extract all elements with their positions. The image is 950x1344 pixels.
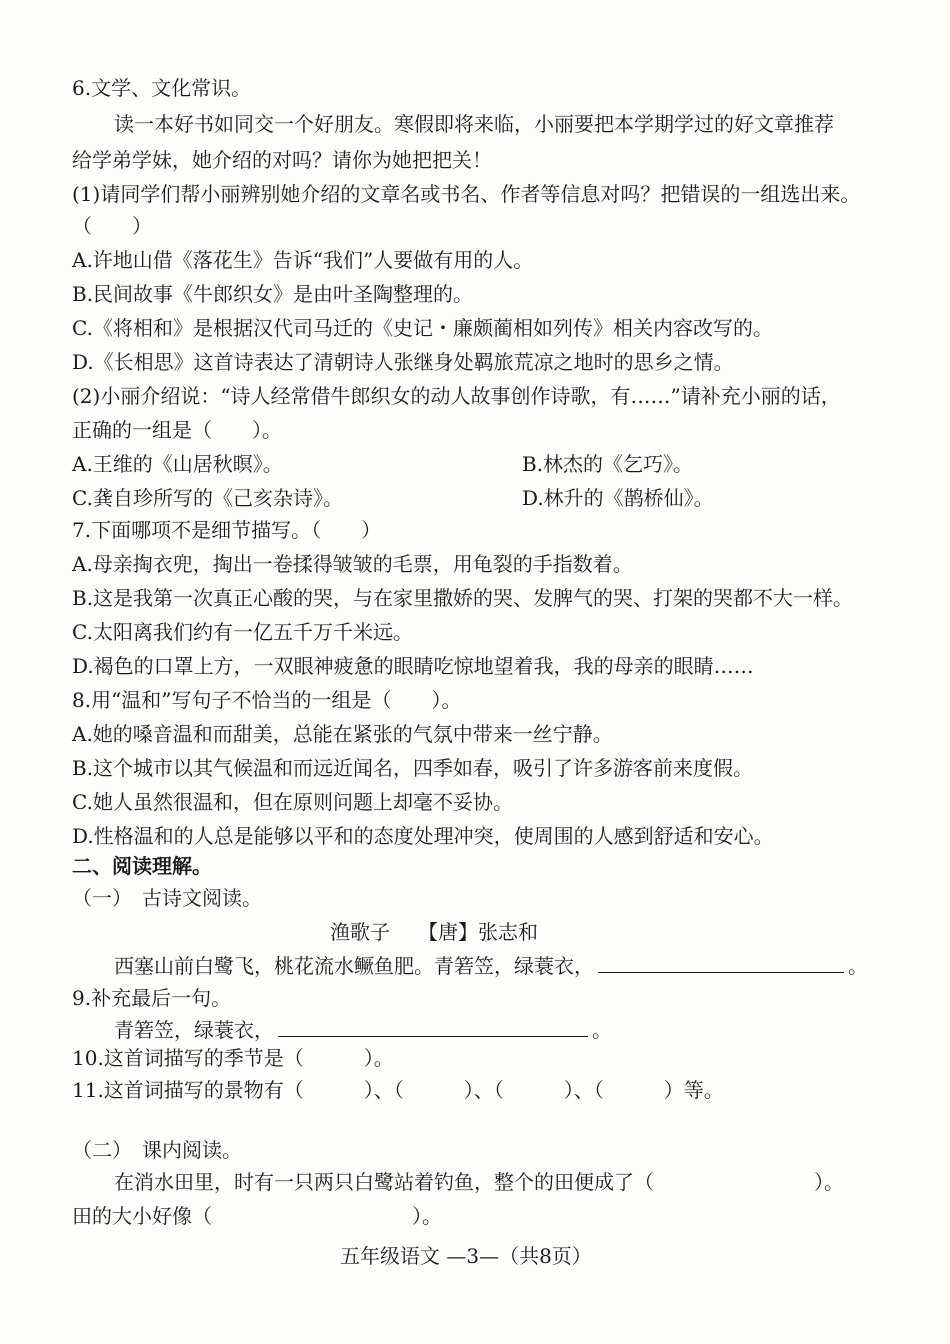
poem-title: 渔歌子 bbox=[330, 920, 390, 944]
q9-line-text: 青箬笠，绿蓑衣， bbox=[114, 1018, 274, 1042]
q6-part2-option-d: D.林升的《鹊桥仙》。 bbox=[522, 486, 714, 510]
q8-option-b: B.这个城市以其气候温和而远近闻名，四季如春，吸引了许多游客前来度假。 bbox=[72, 756, 754, 780]
q8-option-d: D.性格温和的人总是能够以平和的态度处理冲突，使周围的人感到舒适和安心。 bbox=[72, 824, 774, 848]
q6-part1-blank: （ ） bbox=[72, 214, 152, 238]
poem-line bbox=[114, 950, 868, 980]
q9-line-end: 。 bbox=[592, 1018, 612, 1042]
q7-stem: 7.下面哪项不是细节描写。（ ） bbox=[72, 518, 382, 542]
q7-option-c: C.太阳离我们约有一亿五千万千米远。 bbox=[72, 620, 413, 644]
q10-stem: 10.这首词描写的季节是（ ）。 bbox=[72, 1046, 394, 1070]
section2-part2-title: （二） 课内阅读。 bbox=[72, 1138, 242, 1162]
q6-part1-option-a: A.许地山借《落花生》告诉“我们”人要做有用的人。 bbox=[72, 248, 534, 272]
section2-part1-title: （一） 古诗文阅读。 bbox=[72, 886, 262, 910]
q9-answer-line bbox=[114, 1014, 612, 1044]
q6-part2-stem-line1: (2)小丽介绍说：“诗人经常借牛郎织女的动人故事创作诗歌，有……”请补充小丽的话， bbox=[72, 384, 841, 408]
poem-answer-blank[interactable] bbox=[598, 950, 844, 973]
q7-option-b: B.这是我第一次真正心酸的哭，与在家里撒娇的哭、发脾气的哭、打架的哭都不大一样。 bbox=[72, 586, 854, 610]
reading-line1: 在消水田里，时有一只两只白鹭站着钓鱼，整个的田便成了（ ）。 bbox=[114, 1170, 844, 1194]
q6-intro-line1: 读一本好书如同交一个好朋友。寒假即将来临，小丽要把本学期学过的好文章推荐 bbox=[114, 112, 834, 136]
q6-part2-option-c: C.龚自珍所写的《己亥杂诗》。 bbox=[72, 486, 343, 510]
q7-option-a: A.母亲掏衣兜，掏出一卷揉得皱皱的毛票，用龟裂的手指数着。 bbox=[72, 552, 633, 576]
q6-part1-option-d: D.《长相思》这首诗表达了清朝诗人张继身处羁旅荒凉之地时的思乡之情。 bbox=[72, 350, 734, 374]
q9-answer-blank[interactable] bbox=[278, 1014, 588, 1037]
section2-title: 二、阅读理解。 bbox=[72, 854, 212, 878]
q6-part1-option-b: B.民间故事《牛郎织女》是由叶圣陶整理的。 bbox=[72, 282, 474, 306]
q11-stem: 11.这首词描写的景物有（ ）、（ ）、（ ）、（ ）等。 bbox=[72, 1078, 724, 1102]
q9-stem: 9.补充最后一句。 bbox=[72, 986, 232, 1010]
poem-line-text: 西塞山前白鹭飞，桃花流水鳜鱼肥。青箬笠，绿蓑衣， bbox=[114, 954, 594, 978]
q6-part2-option-b: B.林杰的《乞巧》。 bbox=[522, 452, 694, 476]
poem-author: 【唐】张志和 bbox=[418, 920, 538, 944]
q8-stem: 8.用“温和”写句子不恰当的一组是（ ）。 bbox=[72, 688, 462, 712]
q8-option-c: C.她人虽然很温和，但在原则问题上却毫不妥协。 bbox=[72, 790, 513, 814]
q6-part1-option-c: C.《将相和》是根据汉代司马迁的《史记・廉颇蔺相如列传》相关内容改写的。 bbox=[72, 316, 773, 340]
q8-option-a: A.她的嗓音温和而甜美，总能在紧张的气氛中带来一丝宁静。 bbox=[72, 722, 613, 746]
q6-part2-stem-line2: 正确的一组是（ ）。 bbox=[72, 418, 282, 442]
poem-line-end: 。 bbox=[848, 954, 868, 978]
q6-intro-line2: 给学弟学妹，她介绍的对吗？请你为她把把关！ bbox=[72, 148, 492, 172]
q6-part2-option-a: A.王维的《山居秋暝》。 bbox=[72, 452, 283, 476]
reading-line2: 田的大小好像（ ）。 bbox=[72, 1204, 442, 1228]
q7-option-d: D.褐色的口罩上方，一双眼神疲惫的眼睛吃惊地望着我，我的母亲的眼睛…… bbox=[72, 654, 754, 678]
q6-title: 6.文学、文化常识。 bbox=[72, 76, 252, 100]
page-footer: 五年级语文 —3—（共8页） bbox=[340, 1244, 592, 1268]
q6-part1-stem: (1)请同学们帮小丽辨别她介绍的文章名或书名、作者等信息对吗？把错误的一组选出来。 bbox=[72, 182, 861, 206]
